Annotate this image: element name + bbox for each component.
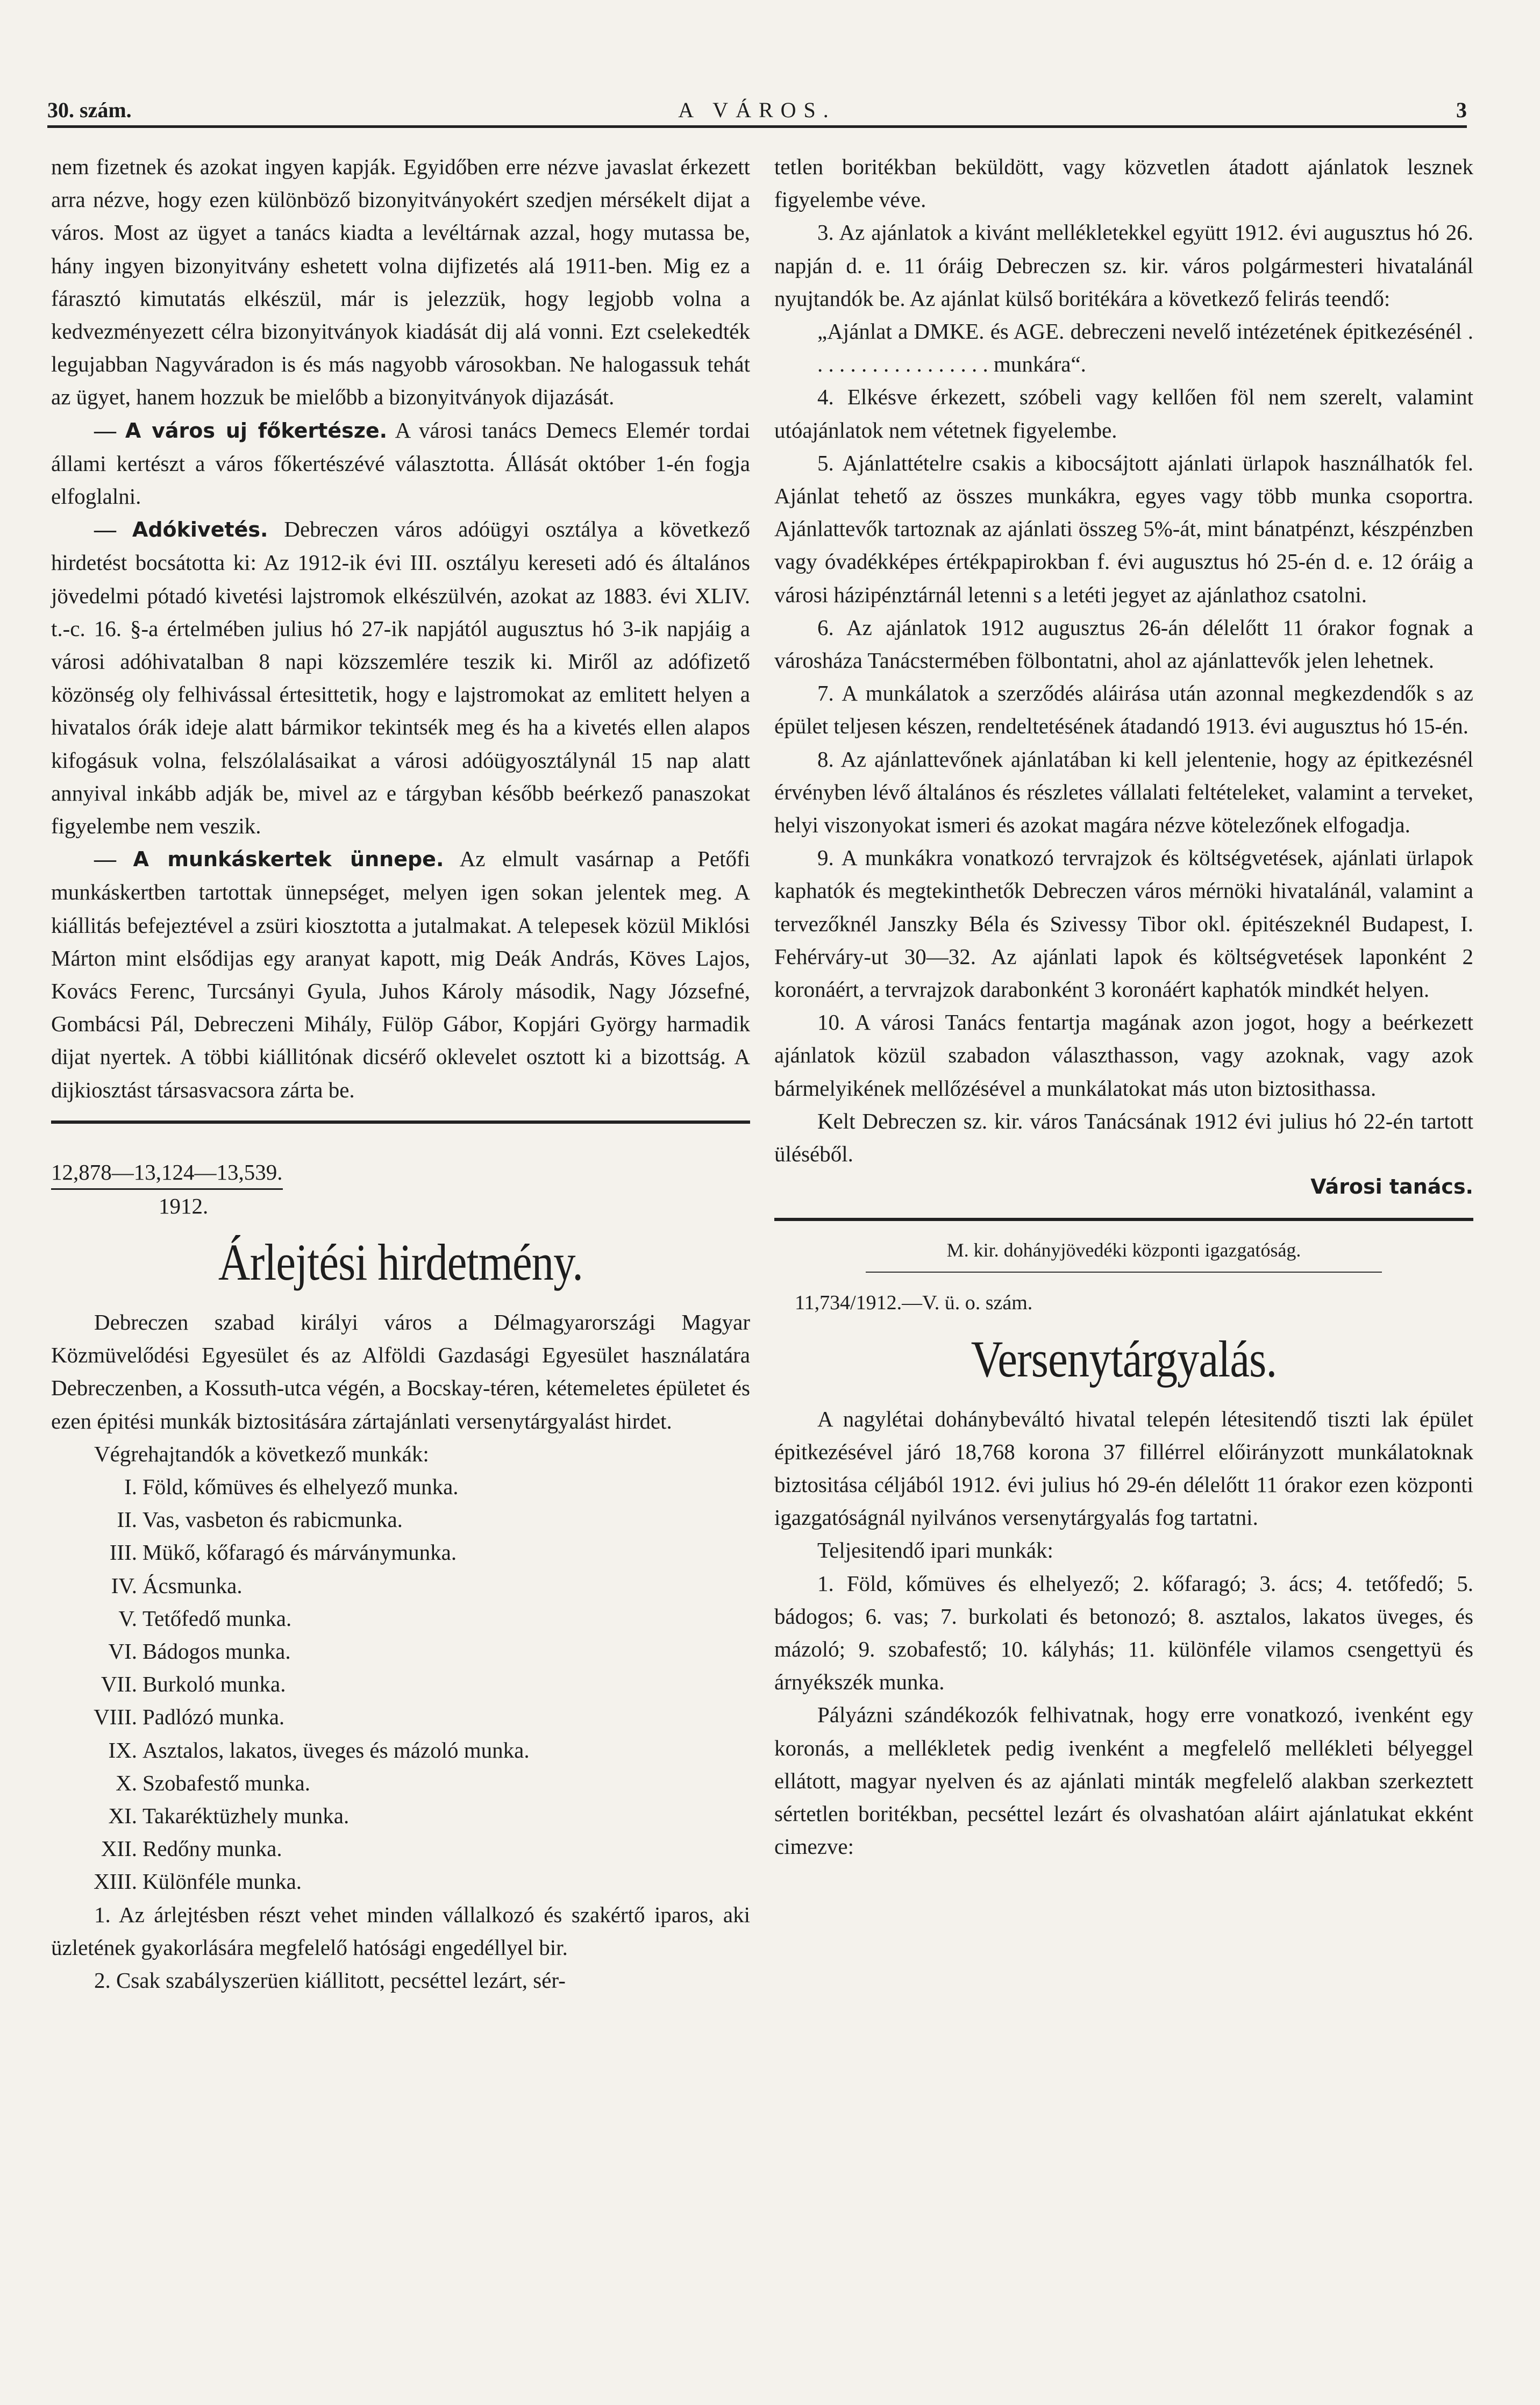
works-list-item <box>89 1701 750 1733</box>
signature: Városi tanács. <box>1310 1175 1473 1199</box>
news-item-gardener: — A város uj főkertésze. A városi tanács Demecs Elemér tordai állami kertészt a város főkertészévé választotta. Állását október 1-én fogja elfoglalni. <box>51 417 751 509</box>
works-list-item <box>89 1471 750 1503</box>
works-list <box>89 1471 750 1899</box>
page-number: 3 <box>1456 98 1467 122</box>
works-item-number: II. <box>117 1507 137 1532</box>
tender-closing: Pályázni szándékozók felhivatnak, hogy erre vonatkozó, ivenként egy koronás, a mellékletek pedig ivenként a megfelelő mellékleti bélyeggel ellátott, magyar nyelven és az ajánlati minták megfelelő alakban szerkeztett sértetlen boritékban, pecséttel lezárt és olvashatóan aláirt ajánlatukat ekként cimezve: <box>774 1702 1473 1859</box>
works-item-label: Takaréktüzhely munka. <box>142 1803 350 1828</box>
reference-number: 12,878—13,124—13,539. <box>51 1156 283 1190</box>
envelope-inscription: „Ajánlat a DMKE. és AGE. debreczeni nevelő intézetének épitkezésénél . . . . . . . . . . . . . . . . . munkára“. <box>817 319 1473 377</box>
tender-works-heading: Teljesitendő ipari munkák: <box>817 1538 1053 1563</box>
tender-title: Versenytárgyalás. <box>971 1330 1277 1388</box>
works-item-label: Szobafestő munka. <box>142 1770 310 1795</box>
condition-1: 1. Az árlejtésben részt vehet minden vállalkozó és szakértő iparos, aki üzletének gyakorlására megfelelő hatósági engedéllyel bir. <box>51 1902 750 1960</box>
right-column <box>774 151 1473 1863</box>
works-item-number: X. <box>116 1770 137 1795</box>
news-body: A városi tanács Demecs Elemér tordai állami kertészt a város főkertészévé választotta. Állását október 1-én fogja elfoglalni. <box>51 417 751 509</box>
issue-number: 30. szám. <box>47 98 132 122</box>
works-list-item <box>89 1767 750 1800</box>
works-item-label: Különféle munka. <box>142 1869 302 1894</box>
works-item-number: I. <box>124 1474 137 1499</box>
works-item-number: VII. <box>101 1672 137 1697</box>
news-headline: Adókivetés. <box>132 518 268 542</box>
left-column <box>51 151 750 1997</box>
works-item-number: IX. <box>108 1737 137 1762</box>
works-item-label: Mükő, kőfaragó és márványmunka. <box>142 1540 457 1565</box>
works-item-label: Tetőfedő munka. <box>142 1605 292 1631</box>
works-list-item <box>89 1734 750 1767</box>
works-item-label: Asztalos, lakatos, üveges és mázoló munka. <box>142 1737 530 1762</box>
authority-underline <box>866 1272 1382 1273</box>
works-item-label: Bádogos munka. <box>142 1638 291 1664</box>
dated-line: Kelt Debreczen sz. kir. város Tanácsának 1912 évi julius hó 22-én tartott üléséből. <box>774 1108 1473 1167</box>
condition-3: 3. Az ajánlatok a kivánt mellékletekkel együtt 1912. évi augusztus hó 26. napján d. e. 11 óráig Debreczen sz. kir. város polgármesteri hivatalánál nyujtandók be. Az ajánlat külső boritékára a következő felirás teendő: <box>774 220 1473 311</box>
tender-works: 1. Föld, kőmüves és elhelyező; 2. kőfaragó; 3. ács; 4. tetőfedő; 5. bádogos; 6. vas; 7. burkolati és betonozó; 8. asztalos, lakatos üveges, és mázoló; 9. szobafestő; 10. kályhás; 11. különféle vilamos csengettyü és árnyékszék munka. <box>774 1571 1473 1695</box>
section-divider <box>51 1121 750 1124</box>
works-item-number: XIII. <box>94 1869 137 1894</box>
condition-9: 9. A munkákra vonatkozó tervrajzok és költségvetések, ajánlati ürlapok kaphatók és megtekinthetők Debreczen város mérnöki hivatalánál, valamint a tervezőknél Janszky Béla és Szivessy Tibor okl. épitészeknél Budapest, I. Fehérváry-ut 30—32. Az ajánlati lapok és költségvetések laponként 2 koronáért, a tervrajzok darabonként 3 koronáért kaphatók mindkét helyen. <box>774 845 1473 1002</box>
header-rule <box>47 125 1467 128</box>
works-list-item <box>89 1536 750 1569</box>
works-list-item <box>89 1865 750 1898</box>
condition-2-continued: tetlen boritékban beküldött, vagy közvetlen átadott ajánlatok lesznek figyelembe véve. <box>774 154 1473 212</box>
condition-5: 5. Ajánlattételre csakis a kibocsájtott ajánlati ürlapok használhatók fel. Ajánlat tehető az összes munkákra, egyes vagy több munka csoportra. Ajánlattevők tartoznak az ajánlati összeg 5%-át, mint bánatpénzt, készpénzben vagy óvadékképes értékpapirokban f. évi augusztus hó 25-én d. e. 12 óráig a városi házipénztárnál letenni s a letéti jegyet az ajánlathoz csatolni. <box>774 450 1473 607</box>
works-list-item <box>89 1635 750 1668</box>
condition-2: 2. Csak szabályszerüen kiállitott, pecséttel lezárt, sér- <box>94 1967 566 1993</box>
works-item-number: VIII. <box>94 1704 137 1730</box>
news-headline: A város uj főkertésze. <box>125 418 388 443</box>
condition-4: 4. Elkésve érkezett, szóbeli vagy kellően föl nem szerelt, valamint utóajánlatok nem vétetnek figyelembe. <box>774 384 1473 443</box>
works-heading: Végrehajtandók a következő munkák: <box>94 1441 429 1466</box>
article-continuation: nem fizetnek és azokat ingyen kapják. Egyidőben erre nézve javaslat érkezett arra nézve, hogy ezen különböző bizonyitványokért szedjen mérsékelt dijat a város. Most az ügyet a tanács kiadta a levéltárnak azzal, hogy mutassa be, hány ingyen bizonyitvány eshetett volna dijfizetés alá 1911-ben. Mig ez a fárasztó kimutatás elkészül, már is jelezzük, hogy legjobb volna a kedvezményezett célra bizonyitványok kiadását dij alá vonni. Ezt cselekedték legujabban Nagyváradon is és más nagyobb városokban. Ne halogassuk tehát az ügyet, hanem hozzuk be mielőbb a bizonyitványok dijazását. <box>51 154 750 410</box>
works-list-item <box>89 1569 750 1602</box>
auction-title: Árlejtési hirdetmény. <box>218 1233 583 1291</box>
auction-intro: Debreczen szabad királyi város a Délmagyarországi Magyar Közmüvelődési Egyesület és az Alföldi Gazdasági Egyesület használatára Debreczenben, a Kossuth-utca végén, a Bocskay-téren, kétemeletes épületet és ezen épitési munkák biztositására zártajánlati versenytárgyalást hirdet. <box>51 1309 750 1433</box>
works-list-item <box>89 1832 750 1865</box>
works-item-number: VI. <box>108 1638 137 1664</box>
works-item-label: Redőny munka. <box>142 1836 282 1861</box>
condition-8: 8. Az ajánlattevőnek ajánlatában ki kell jelentenie, hogy az épitkezésnél érvényben lévő általános és részletes vállalati feltételeket, valamint a terveket, helyi viszonyokat ismeri és azokat magára nézve kötelezőnek elfogadja. <box>774 746 1473 838</box>
works-list-item <box>89 1503 750 1536</box>
works-item-number: V. <box>118 1605 137 1631</box>
works-item-number: III. <box>109 1540 137 1565</box>
auction-reference <box>51 1156 750 1222</box>
news-item-gardens: — A munkáskertek ünnepe. Az elmult vasárnap a Petőfi munkáskertben tartottak ünnepséget, melyen igen sokan jelentek meg. A kiállitás befejeztével a zsüri kiosztotta a jutalmakat. A telepesek közül Miklósi Márton mint elsődijas egy aranyat kapott, mig Deák András, Köves Lajos, Kovács Ferenc, Turcsányi Gyula, Juhos Károly második, Nagy Józsefné, Gombácsi Pál, Debreczeni Mihály, Fülöp Gábor, Kopjári György harmadik dijat nyertek. A többi kiállitónak dicsérő oklevelet osztott ki a bizottság. A dijkiosztást társasvacsora zárta be. <box>51 846 751 1102</box>
issuing-authority: M. kir. dohányjövedéki központi igazgatóság. <box>946 1239 1301 1261</box>
section-divider <box>774 1218 1473 1221</box>
news-headline: A munkáskertek ünnepe. <box>133 847 444 872</box>
condition-6: 6. Az ajánlatok 1912 augusztus 26-án délelőtt 11 órakor fognak a városháza Tanácstermében fölbontatni, ahol az ajánlattevők jelen lehetnek. <box>774 615 1473 673</box>
works-item-number: XII. <box>101 1836 137 1861</box>
works-list-item <box>89 1602 750 1635</box>
works-item-label: Ácsmunka. <box>142 1573 243 1598</box>
works-item-label: Föld, kőmüves és elhelyező munka. <box>142 1474 459 1499</box>
condition-10: 10. A városi Tanács fentartja magának azon jogot, hogy a beérkezett ajánlatok közül szabadon választhasson, vagy azoknak, vagy azok bármelyikének mellőzésével a munkálatokat más uton biztosithassa. <box>774 1010 1473 1101</box>
works-item-label: Padlózó munka. <box>142 1704 285 1730</box>
news-body: Debreczen város adóügyi osztálya a következő hirdetést bocsátotta ki: Az 1912-ik évi III. osztályu kereseti adó és általános jövedelmi pótadó kivetési lajstromok elkészülvén, azokat az 1883. évi XLIV. t.-c. 16. §-a értelmében julius hó 27-ik napjától augusztus hó 3-ik napjáig a városi adóhivatalban 8 napi közszemlére teszik ki. Miről az adófizető közönség oly felhivással értesittetik, hogy e lajstromokat az emlitett helyen a hivatalos órák ideje alatt bármikor tekintsék meg és ha a kivetés ellen alapos kifogásuk volna, felszólalásaikat a városi adóügyosztálynál 15 nap alatt annyival inkább adják be, mivel az e tárgyban később beérkező panaszokat figyelembe nem veszik. <box>51 517 751 839</box>
tender-intro: A nagylétai dohánybeváltó hivatal telepén létesitendő tiszti lak épület épitkezésével járó 18,768 korona 37 fillérrel előirányzott munkálatoknak biztositása céljából 1912. évi julius hó 29-én délelőtt 11 órakor ezen központi igazgatóságnál nyilvános versenytárgyalás fog tartatni. <box>774 1406 1473 1530</box>
works-item-number: IV. <box>111 1573 137 1598</box>
works-list-item <box>89 1668 750 1701</box>
condition-7: 7. A munkálatok a szerződés aláirása után azonnal megkezdendők s az épület teljesen készen, rendeltetésének átadandó 1913. évi augusztus hó 15-én. <box>774 681 1473 739</box>
reference-year: 1912. <box>159 1193 209 1218</box>
works-item-label: Burkoló munka. <box>142 1672 286 1697</box>
news-body: Az elmult vasárnap a Petőfi munkáskertben tartottak ünnepséget, melyen igen sokan jelentek meg. A kiállitás befejeztével a zsüri kiosztotta a jutalmakat. A telepesek közül Miklósi Márton mint elsődijas egy aranyat kapott, mig Deák András, Köves Lajos, Kovács Ferenc, Turcsányi Gyula, Juhos Károly második, Nagy Józsefné, Gombácsi Pál, Debreczeni Mihály, Fülöp Gábor, Kopjári György harmadik dijat nyertek. A többi kiállitónak dicsérő oklevelet osztott ki a bizottság. A dijkiosztást társasvacsora zárta be. <box>51 846 751 1102</box>
works-item-number: XI. <box>108 1803 137 1828</box>
works-list-item <box>89 1800 750 1832</box>
newspaper-title: A VÁROS. <box>678 98 836 122</box>
works-item-label: Vas, vasbeton és rabicmunka. <box>142 1507 403 1532</box>
tender-reference: 11,734/1912.—V. ü. o. szám. <box>795 1291 1033 1314</box>
news-item-tax: — Adókivetés. Debreczen város adóügyi osztálya a következő hirdetést bocsátotta ki: Az 1912-ik évi III. osztályu kereseti adó és általános jövedelmi pótadó kivetési lajstromok elkészülvén, azokat az 1883. évi XLIV. t.-c. 16. §-a értelmében julius hó 27-ik napjától augusztus hó 3-ik napjáig a városi adóhivatalban 8 napi közszemlére teszik ki. Miről az adófizető közönség oly felhivással értesittetik, hogy e lajstromokat az emlitett helyen a hivatalos órák ideje alatt bármikor tekintsék meg és ha a kivetés ellen alapos kifogásuk volna, felszólalásaikat a városi adóügyosztálynál 15 nap alatt annyival inkább adják be, mivel az e tárgyban később beérkező panaszokat figyelembe nem veszik. <box>51 517 751 839</box>
